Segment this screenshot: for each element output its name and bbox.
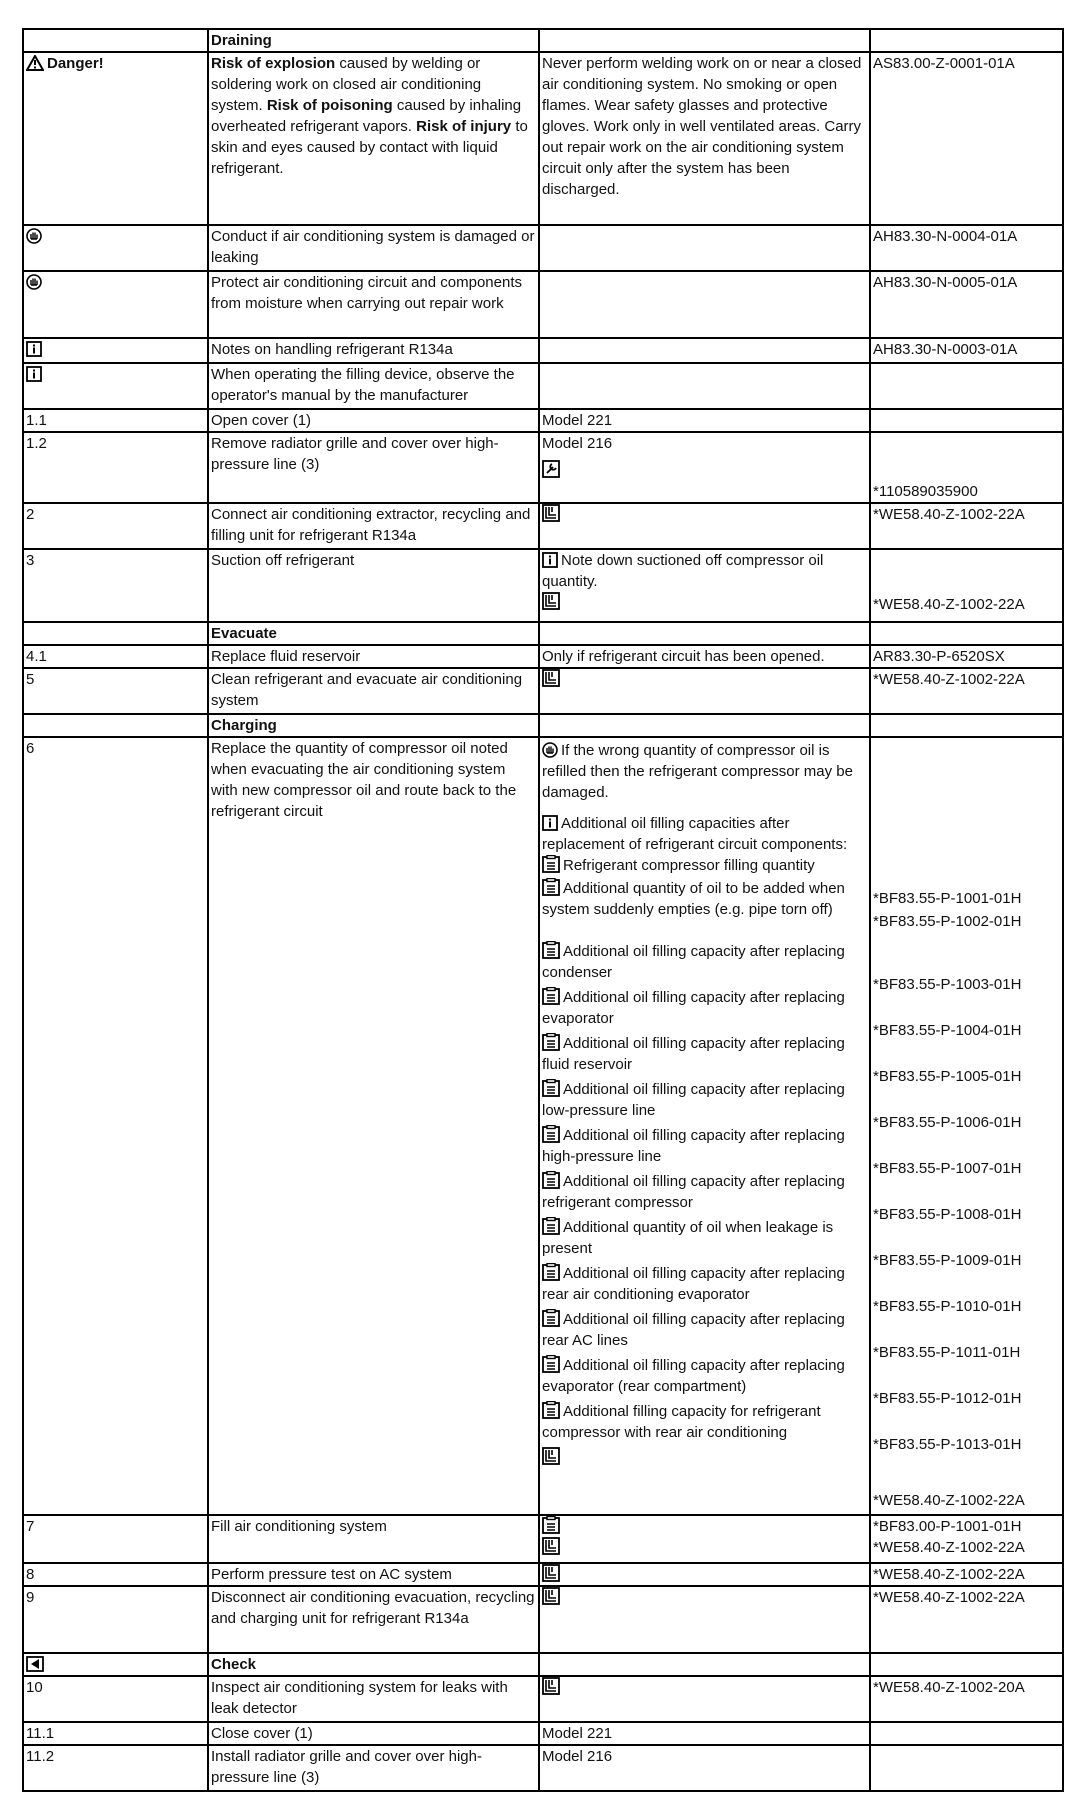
- oil-capacity-ref: *BF83.55-P-1003-01H: [873, 976, 1022, 993]
- data-sheet-icon: [542, 1355, 560, 1373]
- danger-risks: Risk of explosion caused by welding or soldering work on closed air conditioning system. Risk of poisoning caused by inhaling overheated refrigerant vapors. Risk of injury to skin and eyes caused by contact with liquid refrigerant.: [208, 52, 539, 225]
- oil-capacity-text: Additional oil filling capacity after replacing fluid reservoir: [542, 1035, 845, 1073]
- danger-reference: AS83.00-Z-0001-01A: [870, 52, 1063, 225]
- oil-capacity-item: [542, 855, 867, 878]
- oil-capacity-item: [542, 1263, 867, 1309]
- oil-capacity-ref: *BF83.55-P-1007-01H: [873, 1160, 1022, 1177]
- section-title-check: Check: [208, 1653, 539, 1676]
- section-row-charging: [23, 714, 1063, 737]
- step-row-11-2: 11.2 Install radiator grille and cover over high-pressure line (3) Model 216: [23, 1745, 1063, 1791]
- data-sheet-icon: [542, 1309, 560, 1327]
- step-row-9: 9 Disconnect air conditioning evacuation, recycling and charging unit for refrigerant R134a *WE58.40-Z-1002-22A: [23, 1586, 1063, 1653]
- data-sheet-icon: [542, 1516, 560, 1534]
- oil-capacity-item: [542, 1401, 867, 1447]
- caution-hand-icon: [26, 228, 42, 244]
- workshop-equipment-icon: [542, 669, 560, 687]
- danger-row: [23, 52, 1063, 225]
- tool-icon: [542, 460, 560, 478]
- section-title-evacuate: Evacuate: [208, 622, 539, 645]
- oil-capacity-ref: *BF83.55-P-1013-01H: [873, 1436, 1022, 1453]
- oil-capacity-text: Additional oil filling capacity after replacing evaporator: [542, 989, 845, 1027]
- workshop-equipment-icon: [542, 1447, 560, 1465]
- workshop-equipment-icon: [542, 1587, 560, 1605]
- data-sheet-icon: [542, 1401, 560, 1419]
- oil-capacity-text: Refrigerant compressor filling quantity: [563, 857, 815, 874]
- oil-capacity-item: [542, 941, 867, 987]
- oil-capacity-item: [542, 1171, 867, 1217]
- step-row-1-1: 1.1 Open cover (1) Model 221: [23, 409, 1063, 432]
- oil-capacity-ref: *BF83.55-P-1012-01H: [873, 1390, 1022, 1407]
- data-sheet-icon: [542, 1171, 560, 1189]
- caution-hand-icon: [542, 742, 558, 758]
- oil-capacity-ref: *BF83.55-P-1005-01H: [873, 1068, 1022, 1085]
- section-row-draining: [23, 29, 1063, 52]
- data-sheet-icon: [542, 878, 560, 896]
- oil-capacity-item: [542, 1355, 867, 1401]
- oil-capacity-item: [542, 987, 867, 1033]
- caution-row-2: Protect air conditioning circuit and components from moisture when carrying out repair work AH83.30-N-0005-01A: [23, 271, 1063, 338]
- step-row-4-1: 4.1 Replace fluid reservoir Only if refrigerant circuit has been opened. AR83.30-P-6520SX: [23, 645, 1063, 668]
- danger-triangle-icon: [26, 55, 44, 71]
- workshop-equipment-icon: [542, 592, 560, 610]
- oil-capacity-list: [542, 855, 867, 1447]
- oil-capacity-item: [542, 1309, 867, 1355]
- section-row-check: [23, 1653, 1063, 1676]
- data-sheet-icon: [542, 1217, 560, 1235]
- danger-label: Danger!: [47, 55, 104, 72]
- section-title-charging: Charging: [208, 714, 539, 737]
- step-row-7: 7 Fill air conditioning system *BF83.00-P-1001-01H *WE58.40-Z-1002-22A: [23, 1515, 1063, 1563]
- oil-capacity-item: [542, 1033, 867, 1079]
- oil-capacity-ref: *BF83.55-P-1009-01H: [873, 1252, 1022, 1269]
- oil-capacity-item: [542, 1217, 867, 1263]
- oil-capacity-text: Additional oil filling capacity after replacing high-pressure line: [542, 1127, 845, 1165]
- oil-capacity-ref: *BF83.55-P-1011-01H: [873, 1344, 1021, 1361]
- oil-capacity-text: Additional oil filling capacity after replacing evaporator (rear compartment): [542, 1357, 845, 1395]
- data-sheet-icon: [542, 855, 560, 873]
- data-sheet-icon: [542, 987, 560, 1005]
- danger-instructions: Never perform welding work on or near a closed air conditioning system. No smoking or open flames. Wear safety glasses and protective gloves. Work only in well ventilated areas. Carry out repair work on the air conditioning system circuit only after the system has been discharged.: [539, 52, 870, 225]
- step-row-8: 8 Perform pressure test on AC system *WE58.40-Z-1002-22A: [23, 1563, 1063, 1586]
- workshop-equipment-icon: [542, 1564, 560, 1582]
- oil-capacity-item: [542, 1079, 867, 1125]
- data-sheet-icon: [542, 1263, 560, 1281]
- oil-capacity-text: Additional oil filling capacity after replacing condenser: [542, 943, 845, 981]
- oil-capacity-ref: *BF83.55-P-1006-01H: [873, 1114, 1022, 1131]
- oil-capacity-text: Additional filling capacity for refrigerant compressor with rear air conditioning: [542, 1403, 821, 1441]
- data-sheet-icon: [542, 1033, 560, 1051]
- section-row-evacuate: [23, 622, 1063, 645]
- procedure-table: [22, 28, 1064, 1792]
- info-icon: [26, 366, 42, 382]
- step-row-2: 2 Connect air conditioning extractor, recycling and filling unit for refrigerant R134a *WE58.40-Z-1002-22A: [23, 503, 1063, 549]
- caution-hand-icon: [26, 274, 42, 290]
- oil-capacity-text: Additional oil filling capacity after replacing low-pressure line: [542, 1081, 845, 1119]
- oil-capacity-ref: *BF83.55-P-1004-01H: [873, 1022, 1022, 1039]
- step-row-3: 3 Suction off refrigerant Note down suctioned off compressor oil quantity. *WE58.40-Z-1002-22A: [23, 549, 1063, 622]
- step-row-10: 10 Inspect air conditioning system for leaks with leak detector *WE58.40-Z-1002-20A: [23, 1676, 1063, 1722]
- oil-capacity-ref: *BF83.55-P-1002-01H: [873, 913, 1022, 930]
- section-title-draining: Draining: [208, 29, 539, 52]
- oil-capacity-notes: If the wrong quantity of compressor oil is refilled then the refrigerant compressor may be damaged. Additional oil filling capacities after replacement of refrigerant circuit components: Refrigerant compressor filling quantity Additional quantity of oil to be added when system suddenly empties (e.g. pipe torn off) Additional oil filling capacity after replacing condenser Additional oil filling capacity after replacing evaporator Additional oil filling capacity after replacing fluid reservoir Additional oil filling capacity after replacing low-pressure line Additional oil filling capacity after replacing high-pressure line Additional oil filling capacity after replacing refrigerant compressor Additional quantity of oil when leakage is present Additional oil filling capacity after replacing rear air conditioning evaporator Additional oil filling capacity after replacing rear AC lines Additional oil filling capacity after replacing evaporator (rear compartment) Additional filling capacity for refrigerant compressor with rear air conditioning: [539, 737, 870, 1515]
- oil-capacity-text: Additional oil filling capacity after replacing rear air conditioning evaporator: [542, 1265, 845, 1303]
- workshop-equipment-icon: [542, 1677, 560, 1695]
- oil-capacity-text: Additional quantity of oil to be added when system suddenly empties (e.g. pipe torn off): [542, 880, 845, 918]
- info-icon: [542, 552, 558, 568]
- info-icon: [26, 341, 42, 357]
- data-sheet-icon: [542, 1079, 560, 1097]
- workshop-equipment-icon: [542, 504, 560, 522]
- caution-row-1: Conduct if air conditioning system is damaged or leaking AH83.30-N-0004-01A: [23, 225, 1063, 271]
- oil-capacity-references: *BF83.55-P-1001-01H *BF83.55-P-1002-01H *BF83.55-P-1003-01H *BF83.55-P-1004-01H *BF83.55-P-1005-01H *BF83.55-P-1006-01H *BF83.55-P-1007-01H *BF83.55-P-1008-01H *BF83.55-P-1009-01H *BF83.55-P-1010-01H *BF83.55-P-1011-01H *BF83.55-P-1012-01H *BF83.55-P-1013-01H *WE58.40-Z-1002-22A: [870, 737, 1063, 1515]
- step-row-11-1: 11.1 Close cover (1) Model 221: [23, 1722, 1063, 1745]
- info-row-2: When operating the filling device, observe the operator's manual by the manufacturer: [23, 363, 1063, 409]
- info-icon: [542, 815, 558, 831]
- workshop-equipment-icon: [542, 1537, 560, 1555]
- data-sheet-icon: [542, 1125, 560, 1143]
- oil-capacity-ref: *BF83.55-P-1010-01H: [873, 1298, 1022, 1315]
- oil-capacity-text: Additional oil filling capacity after replacing refrigerant compressor: [542, 1173, 845, 1211]
- check-flag-icon: [26, 1656, 44, 1672]
- step-row-6: 6 Replace the quantity of compressor oil noted when evacuating the air conditioning system with new compressor oil and route back to the refrigerant circuit If the wrong quantity of compressor oil is refilled then the refrigerant compressor may be damaged. Additional oil filling capacities after replacement of refrigerant circuit components: Refrigerant compressor filling quantity Additional quantity of oil to be added when system suddenly empties (e.g. pipe torn off) Additional oil filling capacity after replacing condenser Additional oil filling capacity after replacing evaporator Additional oil filling capacity after replacing fluid reservoir Additional oil filling capacity after replacing low-pressure line Additional oil filling capacity after replacing high-pressure line Additional oil filling capacity after replacing refrigerant compressor Additional quantity of oil when leakage is present Additional oil filling capacity after replacing rear air conditioning evaporator Additional oil filling capacity after replacing rear AC lines Additional oil filling capacity after replacing evaporator (rear compartment) Additional filling capacity for refrigerant compressor with rear air conditioning *BF83.55-P-1001-01H *BF83.55-P-1002-01H *BF83.55-P-1003-01H *BF83.55-P-1004-01H *BF83.55-P-1005-01H *BF83.55-P-1006-01H *BF83.55-P-1007-01H *BF83.55-P-1008-01H *BF83.55-P-1009-01H *BF83.55-P-1010-01H *BF83.55-P-1011-01H *BF83.55-P-1012-01H *BF83.55-P-1013-01H *WE58.40-Z-1002-22A: [23, 737, 1063, 1515]
- step-row-1-2: 1.2 Remove radiator grille and cover over high-pressure line (3) Model 216 *110589035900: [23, 432, 1063, 503]
- step-row-5: 5 Clean refrigerant and evacuate air conditioning system *WE58.40-Z-1002-22A: [23, 668, 1063, 714]
- oil-capacity-text: Additional quantity of oil when leakage is present: [542, 1219, 834, 1257]
- oil-capacity-ref: *BF83.55-P-1001-01H: [873, 890, 1022, 907]
- oil-capacity-text: Additional oil filling capacity after replacing rear AC lines: [542, 1311, 845, 1349]
- info-row-1: Notes on handling refrigerant R134a AH83.30-N-0003-01A: [23, 338, 1063, 363]
- oil-capacity-item: [542, 878, 867, 941]
- oil-capacity-item: [542, 1125, 867, 1171]
- data-sheet-icon: [542, 941, 560, 959]
- oil-capacity-ref: *BF83.55-P-1008-01H: [873, 1206, 1022, 1223]
